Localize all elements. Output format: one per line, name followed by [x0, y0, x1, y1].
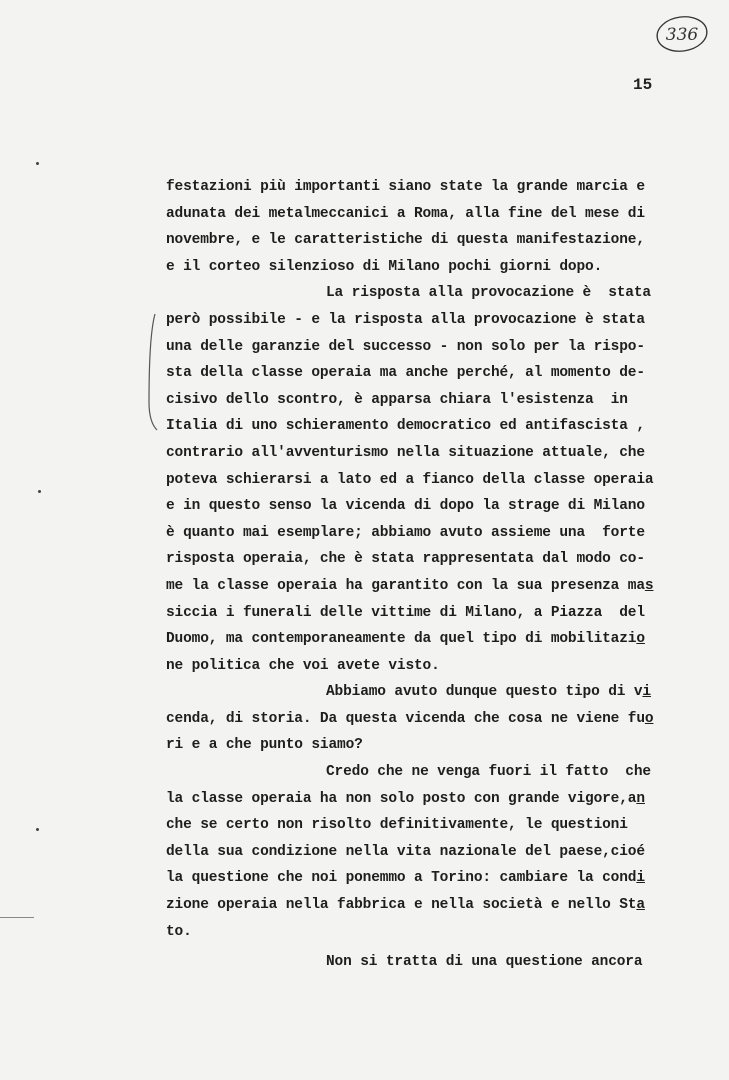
text-line: sta della classe operaia ma anche perché, al momento de- — [166, 365, 645, 382]
text-line: e in questo senso la vicenda di dopo la strage di Milano — [166, 498, 645, 515]
text-line: cisivo dello scontro, è apparsa chiara l'esistenza in — [166, 391, 628, 408]
typed-body-text — [166, 174, 666, 976]
text-line: festazioni più importanti siano state la grande marcia e — [166, 179, 645, 195]
text-line: è quanto mai esemplare; abbiamo avuto assieme una forte — [166, 524, 645, 541]
text-line: della sua condizione nella vita nazionale del paese,cioé — [166, 843, 645, 860]
archive-number-text: 336 — [665, 25, 699, 45]
text-line: novembre, e le caratteristiche di questa manifestazione, — [166, 232, 645, 249]
text-line: zione operaia nella fabbrica e nella società e nello Sta — [166, 897, 645, 914]
text-line: Duomo, ma contemporaneamente da quel tipo di mobilitazio — [166, 631, 645, 648]
text-line: La risposta alla provocazione è stata — [326, 285, 651, 302]
text-line: siccia i funerali delle vittime di Milano, a Piazza del — [166, 604, 645, 621]
text-line: contrario all'avventurismo nella situazione attuale, che — [166, 444, 645, 461]
archive-number-stamp — [654, 14, 710, 54]
text-line: la questione che noi ponemmo a Torino: cambiare la condi — [166, 870, 645, 887]
text-line: ri e a che punto siamo? — [166, 737, 363, 754]
text-line: Italia di uno schieramento democratico ed antifascista , — [166, 418, 645, 435]
text-line: Non si tratta di una questione ancora — [326, 954, 643, 971]
text-line: risposta operaia, che è stata rappresentata dal modo co- — [166, 551, 645, 568]
text-line: cenda, di storia. Da questa vicenda che cosa ne viene fuo — [166, 710, 654, 727]
text-line: me la classe operaia ha garantito con la sua presenza mas — [166, 577, 654, 594]
margin-dot — [36, 828, 39, 831]
text-line: però possibile - e la risposta alla provocazione è stata — [166, 311, 645, 328]
text-line: che se certo non risolto definitivamente, le questioni — [166, 817, 628, 834]
text-line: to. — [166, 923, 192, 940]
margin-bracket-mark — [146, 312, 160, 432]
margin-dot — [38, 490, 41, 493]
margin-dot — [36, 162, 39, 165]
text-line: Credo che ne venga fuori il fatto che — [326, 764, 651, 781]
page-number: 15 — [633, 76, 653, 94]
text-line: Abbiamo avuto dunque questo tipo di vi — [326, 684, 651, 701]
text-line: ne politica che voi avete visto. — [166, 657, 440, 674]
edge-mark — [0, 917, 34, 918]
text-line: una delle garanzie del successo - non solo per la rispo- — [166, 338, 645, 355]
text-line: adunata dei metalmeccanici a Roma, alla fine del mese di — [166, 205, 645, 222]
text-line: la classe operaia ha non solo posto con grande vigore,an — [166, 790, 645, 807]
text-line: e il corteo silenzioso di Milano pochi giorni dopo. — [166, 258, 603, 275]
text-line: poteva schierarsi a lato ed a fianco della classe operaia — [166, 471, 654, 488]
handwritten-circle — [654, 14, 710, 54]
